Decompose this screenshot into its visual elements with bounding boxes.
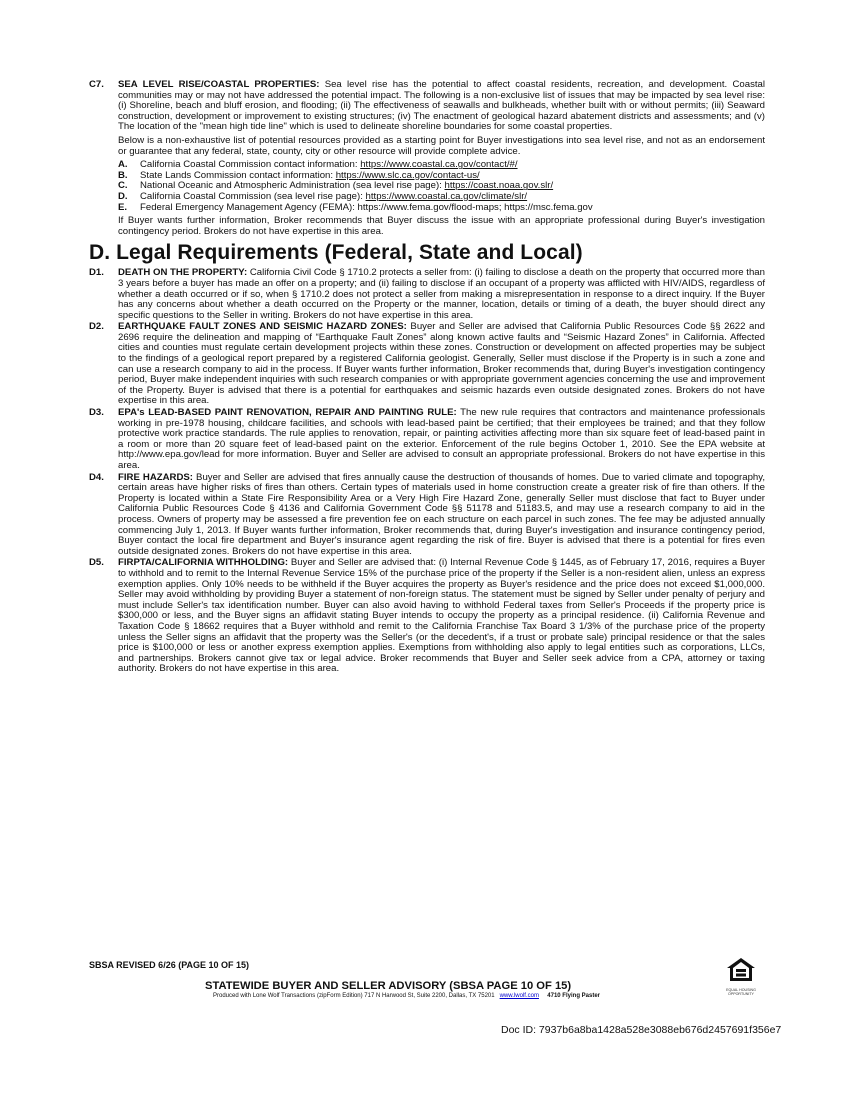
section-heading: SEA LEVEL RISE/COASTAL PROPERTIES: (118, 79, 320, 90)
list-text: Federal Emergency Management Agency (FEMA): https://www.fema.gov/flood-maps; https://msc.fema.gov (140, 201, 593, 213)
section-body (118, 558, 765, 675)
section-d1 (89, 268, 765, 321)
paragraph-text: Buyer and Seller are advised that fires annually cause the destruction of thousands of homes. Due to varied climate and topography, certain areas have higher risks of fires than others. Certain types of materials used in home construction create a greater risk of fire than others. If the Property is located within a State Fire Responsibility Area or a Very High Fire Hazard Zone, generally Seller must disclose that fact to Buyer under California Public Resources Code § 4136 and California Government Code §§ 51178 and 51183.5, and may use a research company to aid in the process. Owners of property may be assessed a fire prevention fee on each structure on each parcel in such zones. The fee may be adjusted annually commencing July 1, 2013. If Buyer wants further information, Broker recommends that, during Buyer's investigation and insurance contingency period, Buyer contact the local fire department and Buyer's insurance agent regarding the risk of fire. Buyer is advised that there is a potential for fires even outside designated zones. Brokers do not have expertise in this area. (118, 471, 765, 557)
resource-list (118, 160, 765, 213)
section-number: C7. (89, 79, 104, 90)
producer-link[interactable]: www.lwolf.com (499, 993, 539, 999)
form-name: 4710 Flying Paster (547, 993, 600, 999)
section-d3 (89, 408, 765, 472)
resource-link[interactable]: https://www.slc.ca.gov/contact-us/ (335, 169, 480, 181)
form-title: STATEWIDE BUYER AND SELLER ADVISORY (SBSA PAGE 10 OF 15) (205, 980, 572, 992)
list-letter: D. (118, 190, 128, 202)
paragraph-text: California Civil Code § 1710.2 protects a seller from: (i) failing to disclose a death on the property that occurred more than 3 years before a buyer has made an offer on a property; and (ii) failing to disclose if an occupant of a property was afflicted with HIV/AIDS, regardless of whether a death occurred or if so, when § 1710.2 does not protect a seller from making a misrepresentation in response to a direct inquiry. If the Buyer has any concerns about whether a death occurred on the Property or the manner, location, details or timing of a death, the buyer should direct any specific questions to the Seller in writing. Brokers do not have expertise in this area. (118, 267, 765, 321)
producer-text: Produced with Lone Wolf Transactions (zipForm Edition) 717 N Harwood St, Suite 2200, Dallas, TX 75201 (213, 993, 495, 999)
revision-label: SBSA REVISED 6/26 (PAGE 10 OF 15) (89, 960, 250, 970)
section-number: D3. (89, 407, 104, 419)
section-c7 (89, 80, 765, 240)
section-heading: EPA's LEAD-BASED PAINT RENOVATION, REPAIR AND PAINTING RULE: (118, 407, 457, 419)
section-body (118, 268, 765, 321)
section-heading: EARTHQUAKE FAULT ZONES AND SEISMIC HAZARD ZONES: (118, 321, 407, 333)
equal-housing-logo (717, 957, 765, 996)
section-heading: DEATH ON THE PROPERTY: (118, 267, 248, 279)
section-number: D1. (89, 267, 104, 279)
paragraph-text: Buyer and Seller are advised that California Public Resources Code §§ 2622 and 2696 require the delineation and mapping of “Earthquake Fault Zones” along known active faults and “Seismic Hazard Zones” in California. Affected cities and counties must regulate certain development projects within these zones. Construction or development on affected properties may be subject to the findings of a geological report prepared by a registered California geologist. Generally, Seller must disclose if the Property is in such a zone and can use a research company to aid in the process. If Buyer wants further information, Broker recommends that, during Buyer's investigation contingency period, Buyer make independent inquiries with such research companies or with appropriate government agencies concerning the use and improvement of the Property. Buyer is advised that there is a potential for earthquakes and seismic hazards even outside designated zones. Brokers do not have expertise in this area. (118, 321, 766, 407)
section-body (118, 473, 765, 558)
paragraph-text: Buyer and Seller are advised that: (i) Internal Revenue Code § 1445, as of February 17, 2016, requires a Buyer to withhold and to remit to the Internal Revenue Service 15% of the purchase price of the property if the Seller is a non-resident alien, unless an express exemption applies. Only 10% needs to be withheld if the Buyer acquires the property as Buyer's residence and the price does not exceed $1,000,000. Seller may avoid withholding by providing Buyer a statement of non-foreign status. The statement must be signed by Seller under penalty of perjury and must include Seller's tax identification number. Buyer can also avoid having to withhold Federal taxes from Seller's Proceeds if the property price is $300,000 or less, and the Buyer signs an affidavit stating Buyer intends to occupy the property as a principal residence. (ii) California Revenue and Taxation Code § 18662 requires that a Buyer withhold and remit to the California Franchise Tax Board 3 1/3% of the purchase price of the property unless the Seller signs an affidavit that the property was the Seller's (or the decedent's, if a trust or probate sale) principal residence or that the sales price is $100,000 or less or another express exemption applies. Exemptions from withholding also apply to legal entities such as corporations, LLCs, and partnerships. Brokers cannot give tax or legal advice. Broker recommends that Buyer and Seller seek advice from a CPA, attorney or taxing authority. Brokers do not have expertise in this area. (118, 557, 766, 675)
list-text: California Coastal Commission contact information: (140, 159, 361, 171)
list-letter: B. (118, 169, 128, 181)
list-letter: C. (118, 180, 128, 192)
doc-id: Doc ID: 7937b6a8ba1428a528e3088eb676d2457691f356e7 (501, 1024, 782, 1036)
list-letter: A. (118, 159, 128, 171)
section-d2 (89, 322, 765, 407)
equal-housing-icon (726, 957, 756, 983)
section-body (118, 80, 765, 240)
resource-link[interactable]: https://www.coastal.ca.gov/contact/#/ (360, 159, 518, 171)
produced-with-line (213, 993, 600, 999)
list-text: National Oceanic and Atmospheric Administration (sea level rise page): (140, 180, 445, 192)
section-heading: FIRE HAZARDS: (118, 471, 193, 483)
section-d-title: D. Legal Requirements (Federal, State and Local) (89, 241, 583, 265)
list-text: California Coastal Commission (sea level rise page): (140, 190, 366, 202)
section-body (118, 408, 765, 472)
resource-link[interactable]: https://coast.noaa.gov.slr/ (444, 180, 554, 192)
c7-paragraph-1 (118, 80, 765, 133)
section-number: D5. (89, 557, 104, 569)
section-number: D2. (89, 321, 104, 333)
section-d5 (89, 558, 765, 675)
section-d4 (89, 473, 765, 558)
page-content (89, 80, 765, 676)
page-footer (89, 960, 765, 999)
list-item (118, 203, 765, 214)
list-letter: E. (118, 201, 128, 213)
c7-paragraph-2: Below is a non-exhaustive list of potential resources provided as a starting point for Buyer investigations into sea level rise, and not as an endorsement or guarantee that any federal, state, county, city or other resource will provide complete advice. (118, 134, 765, 157)
c7-paragraph-3: If Buyer wants further information, Broker recommends that Buyer discuss the issue with an appropriate professional during Buyer's investigation contingency period. Brokers do not have expertise in this area. (118, 215, 765, 237)
paragraph-text: Sea level rise has the potential to affect coastal residents, recreation, and development. Coastal communities may or may not have addressed the potential impact. The following is a non-exclusive list of issues that may be impacted by sea level rise: (i) Shoreline, beach and bluff erosion, and flooding; (ii) The effectiveness of seawalls and bulkheads, whether built with or without permits; (iii) Seaward construction, development or improvement to existing structures; (iv) The enactment of geological hazard abatement districts and assessments; and (v) The location of the "mean high tide line" which is used to delineate shoreline boundaries for some coastal properties. (118, 79, 765, 133)
equal-housing-caption: EQUAL HOUSING OPPORTUNITY (726, 988, 756, 996)
list-text: State Lands Commission contact information: (140, 169, 336, 181)
paragraph-text: The new rule requires that contractors and maintenance professionals working in pre-1978 housing, childcare facilities, and schools with lead-based paint be certified; that their employees be trained; and that they follow protective work practice standards. The rule applies to renovation, repair, or painting activities affecting more than six square feet of lead-based paint in a room or more than 20 square feet of lead-based paint on the exterior. Enforcement of the rule begins October 1, 2010. See the EPA website at http://www.epa.gov/lead for more information. Buyer and Seller are advised to consult an appropriate professional. Brokers do not have expertise in this area. (118, 407, 765, 471)
section-body (118, 322, 765, 407)
section-heading: FIRPTA/CALIFORNIA WITHHOLDING: (118, 557, 289, 569)
section-number: D4. (89, 471, 104, 483)
resource-link[interactable]: https://www.coastal.ca.gov/climate/slr/ (365, 190, 528, 202)
